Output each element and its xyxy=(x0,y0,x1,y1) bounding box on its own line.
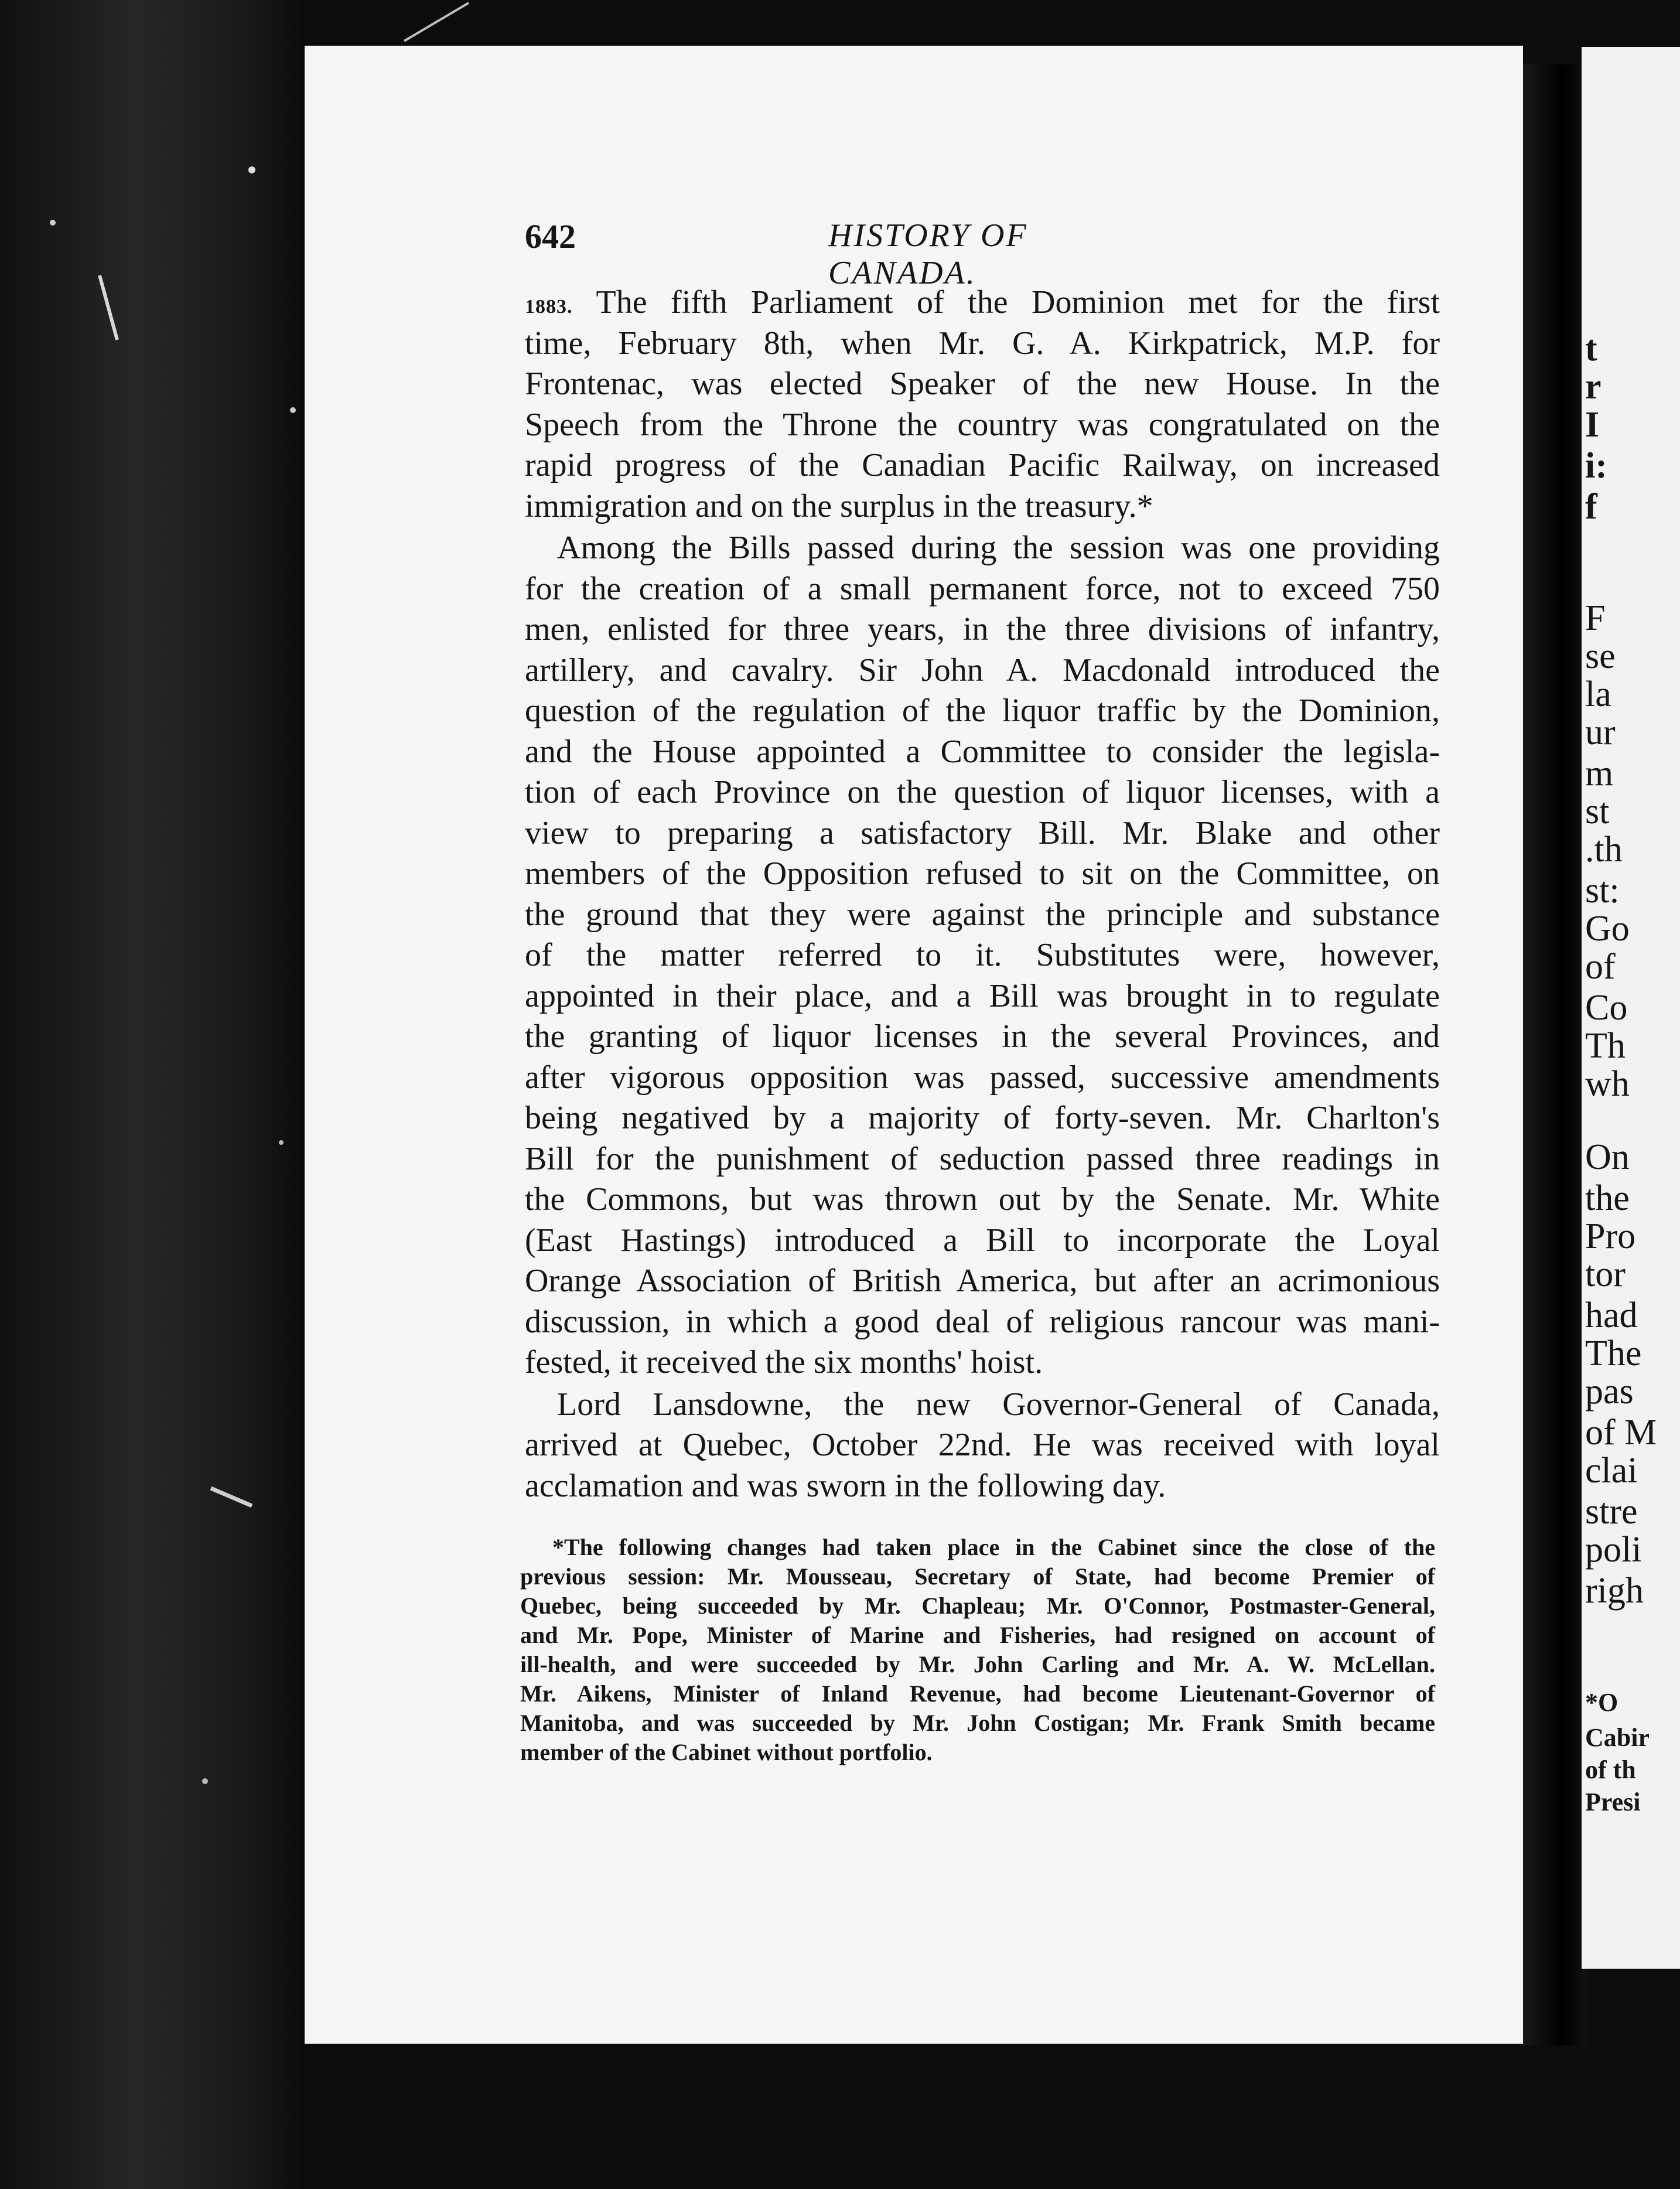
adjacent-page-line: clai xyxy=(1585,1451,1638,1491)
text-line: Speech from the Throne the country was congratulated on the xyxy=(525,406,1440,443)
adjacent-page-line: On xyxy=(1585,1137,1630,1177)
adjacent-page-line: The xyxy=(1585,1334,1642,1373)
text-line: rapid progress of the Canadian Pacific Railway, on increased xyxy=(525,447,1440,483)
text-line: being negatived by a majority of forty-seven. Mr. Charlton's xyxy=(525,1100,1440,1136)
footnote-line: Manitoba, and was succeeded by Mr. John Costigan; Mr. Frank Smith became xyxy=(520,1710,1435,1736)
adjacent-page-footnote-line: Presi xyxy=(1585,1788,1641,1816)
text-line: time, February 8th, when Mr. G. A. Kirkpatrick, M.P. for xyxy=(525,325,1440,362)
text-line: discussion, in which a good deal of religious rancour was mani- xyxy=(525,1303,1440,1340)
adjacent-page-line: F xyxy=(1585,598,1606,638)
adjacent-page-line: tor xyxy=(1585,1254,1626,1294)
text-line: fested, it received the six months' hoist. xyxy=(525,1344,1043,1380)
text-line: and the House appointed a Committee to consider the legisla- xyxy=(525,733,1440,770)
footnote-line: ill-health, and were succeeded by Mr. John Carling and Mr. A. W. McLellan. xyxy=(520,1651,1435,1677)
page-number: 642 xyxy=(525,217,576,255)
dust-mark xyxy=(404,3,469,41)
margin-year: 1883. xyxy=(525,296,573,318)
adjacent-page-line: righ xyxy=(1585,1571,1644,1611)
adjacent-page-footnote-line: of th xyxy=(1585,1755,1636,1784)
adjacent-page-line: pas xyxy=(1585,1372,1634,1411)
text-line: appointed in their place, and a Bill was brought in to regulate xyxy=(525,977,1440,1014)
text-line: after vigorous opposition was passed, successive amendments xyxy=(525,1059,1440,1096)
adjacent-page-line: st: xyxy=(1585,871,1620,911)
text-line: Bill for the punishment of seduction passed three readings in xyxy=(525,1140,1440,1177)
adjacent-page-line: r xyxy=(1585,367,1602,407)
text-line: the granting of liquor licenses in the several Provinces, and xyxy=(525,1018,1440,1055)
adjacent-page-line: Pro xyxy=(1585,1216,1636,1256)
running-title: HISTORY OF CANADA. xyxy=(828,217,1028,291)
adjacent-page-line: the xyxy=(1585,1178,1630,1218)
text-line: Frontenac, was elected Speaker of the new House. In the xyxy=(525,366,1440,402)
adjacent-page-line: Th xyxy=(1585,1026,1626,1066)
adjacent-page-footnote-line: *O xyxy=(1585,1688,1618,1717)
adjacent-page-line: t xyxy=(1585,329,1597,369)
adjacent-page-line: ur xyxy=(1585,712,1616,752)
text-line: artillery, and cavalry. Sir John A. Macdonald introduced the xyxy=(525,652,1440,688)
adjacent-page-line: had xyxy=(1585,1295,1638,1335)
text-line: view to preparing a satisfactory Bill. Mr. Blake and other xyxy=(525,814,1440,851)
text-line: of the matter referred to it. Substitutes were, however, xyxy=(525,937,1440,973)
text-line xyxy=(525,282,1440,323)
adjacent-page-line: Go xyxy=(1585,909,1630,949)
adjacent-page-footnote-line: Cabir xyxy=(1585,1723,1650,1752)
footnote-line: Quebec, being succeeded by Mr. Chapleau; Mr. O'Connor, Postmaster-General, xyxy=(520,1593,1435,1619)
footnote xyxy=(520,1533,1435,1767)
adjacent-page-line: poli xyxy=(1585,1530,1642,1570)
text-line: the ground that they were against the principle and substance xyxy=(525,896,1440,933)
footnote-line: and Mr. Pope, Minister of Marine and Fisheries, had resigned on account of xyxy=(520,1622,1435,1648)
footnote-line: member of the Cabinet without portfolio. xyxy=(520,1739,933,1765)
adjacent-page-line: wh xyxy=(1585,1064,1630,1104)
text-line: Lord Lansdowne, the new Governor-General of Canada, xyxy=(557,1386,1440,1423)
page-gutter xyxy=(1523,64,1587,2045)
adjacent-page-line: st xyxy=(1585,792,1610,831)
adjacent-page-fragment xyxy=(1582,47,1680,1969)
adjacent-page-line: of xyxy=(1585,947,1616,987)
adjacent-page-line: I xyxy=(1585,405,1600,445)
adjacent-page-line: stre xyxy=(1585,1492,1638,1532)
footnote-line: Mr. Aikens, Minister of Inland Revenue, had become Lieutenant-Governor of xyxy=(520,1680,1435,1707)
footnote-line: *The following changes had taken place in the Cabinet since the close of the xyxy=(552,1534,1435,1560)
text-line: Among the Bills passed during the session was one providing xyxy=(557,530,1440,566)
footnote-line: previous session: Mr. Mousseau, Secretary of State, had become Premier of xyxy=(520,1563,1435,1590)
text-line: question of the regulation of the liquor traffic by the Dominion, xyxy=(525,693,1440,729)
adjacent-page-line: f xyxy=(1585,487,1597,527)
text-line: for the creation of a small permanent force, not to exceed 750 xyxy=(525,570,1440,607)
adjacent-page-line: of M xyxy=(1585,1413,1657,1452)
text-line: Orange Association of British America, but after an acrimonious xyxy=(525,1263,1440,1299)
adjacent-page-line: se xyxy=(1585,636,1616,676)
adjacent-page-line: la xyxy=(1585,674,1611,714)
running-header xyxy=(525,217,1169,291)
main-text xyxy=(525,282,1440,1506)
text-line: men, enlisted for three years, in the three divisions of infantry, xyxy=(525,611,1440,647)
text-line: immigration and on the surplus in the treasury.* xyxy=(525,487,1153,524)
adjacent-page-line: i: xyxy=(1585,446,1607,486)
text-line-content: The fifth Parliament of the Dominion met for the first xyxy=(596,284,1440,320)
adjacent-page-line: Co xyxy=(1585,988,1628,1028)
scan-dark-margin xyxy=(0,0,305,2189)
text-line: members of the Opposition refused to sit on the Committee, on xyxy=(525,855,1440,892)
text-line: acclamation and was sworn in the following day. xyxy=(525,1467,1166,1504)
text-line: arrived at Quebec, October 22nd. He was received with loyal xyxy=(525,1427,1440,1463)
text-line: (East Hastings) introduced a Bill to incorporate the Loyal xyxy=(525,1222,1440,1259)
adjacent-page-line: .th xyxy=(1585,830,1623,870)
adjacent-page-line: m xyxy=(1585,753,1614,793)
text-line: tion of each Province on the question of liquor licenses, with a xyxy=(525,774,1440,810)
text-line: the Commons, but was thrown out by the Senate. Mr. White xyxy=(525,1181,1440,1218)
